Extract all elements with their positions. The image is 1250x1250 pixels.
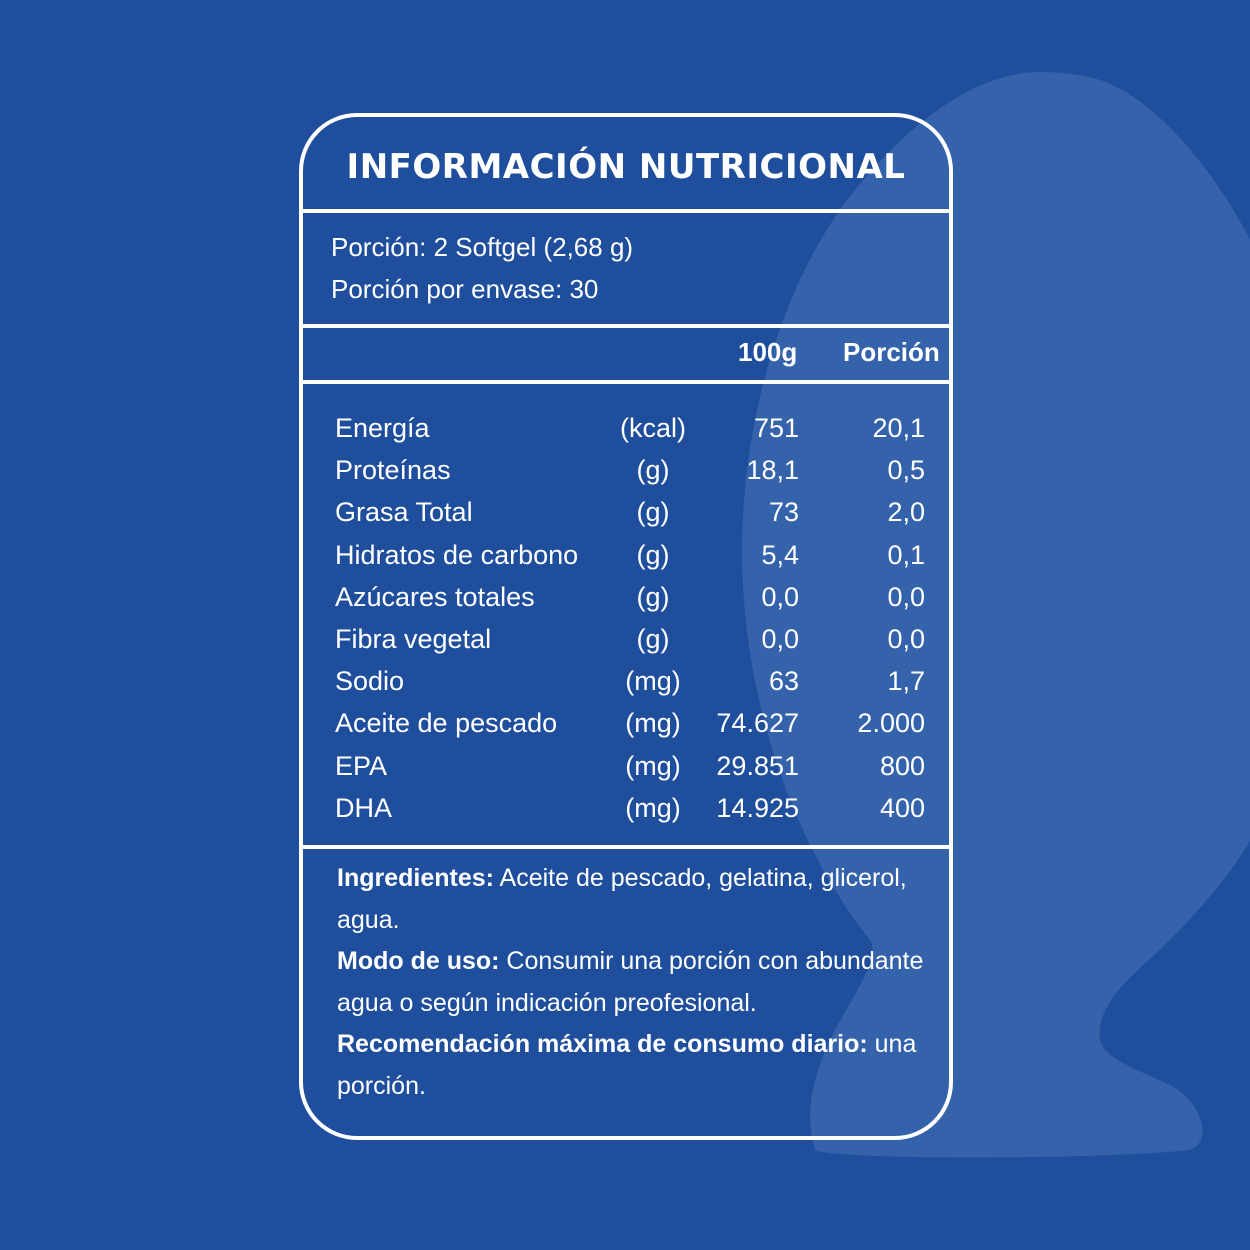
nutrient-unit: (g) [636, 539, 670, 570]
value-per-100g: 74.627 [716, 708, 799, 739]
nutrient-unit: (mg) [625, 666, 681, 697]
nutrient-row [303, 624, 949, 666]
value-per-100g: 73 [768, 497, 799, 528]
value-per-portion: 2,0 [887, 497, 925, 528]
usage-text [337, 940, 937, 1024]
value-per-100g: 5,4 [761, 539, 799, 570]
nutrient-row [303, 751, 949, 793]
nutrient-row [303, 540, 949, 582]
value-per-portion: 0,0 [887, 624, 925, 654]
column-header-100g: 100g [738, 337, 798, 367]
nutrient-name: DHA [335, 792, 393, 823]
nutrient-name: Hidratos de carbono [335, 539, 579, 570]
panel-title: INFORMACIÓN NUTRICIONAL [346, 147, 906, 187]
servings-per-container: Porción por envase: 30 [331, 274, 599, 304]
nutrient-unit: (mg) [625, 792, 681, 823]
value-per-100g: 0,0 [761, 624, 799, 654]
usage-label: Modo de uso: [337, 947, 500, 975]
value-per-portion: 1,7 [887, 666, 925, 697]
nutrient-name: Aceite de pescado [335, 708, 558, 739]
value-per-100g: 18,1 [746, 455, 799, 486]
value-per-portion: 800 [879, 750, 925, 781]
divider [303, 209, 949, 213]
ingredients-value: Aceite de pescado, gelatina, glicerol, agua. [337, 864, 907, 934]
value-per-100g: 0,0 [761, 581, 799, 612]
nutrient-unit: (mg) [625, 750, 681, 781]
usage-value: Consumir una porción con abundante agua o según indicación preofesional. [337, 947, 924, 1017]
nutrient-row [303, 793, 949, 835]
value-per-portion: 0,0 [887, 581, 925, 612]
value-per-portion: 400 [879, 792, 925, 823]
serving-size: Porción: 2 Softgel (2,68 g) [331, 232, 634, 262]
nutrient-name: Proteínas [335, 455, 451, 486]
nutrient-unit: (g) [636, 581, 670, 612]
column-header-portion: Porción [843, 337, 940, 367]
nutrient-name: Sodio [335, 666, 405, 697]
value-per-portion: 0,1 [887, 539, 925, 570]
max-daily-label: Recomendación máxima de consumo diario: [337, 1030, 868, 1058]
ingredients-label: Ingredientes: [337, 864, 494, 892]
value-per-portion: 2.000 [857, 708, 925, 739]
value-per-100g: 29.851 [716, 750, 799, 781]
nutrient-unit: (kcal) [620, 413, 686, 443]
divider [303, 324, 949, 328]
nutrient-row [303, 497, 949, 539]
nutrient-unit: (g) [636, 497, 670, 528]
nutrient-row [303, 413, 949, 455]
ingredients-text [337, 857, 937, 941]
max-daily-text [337, 1023, 937, 1107]
max-daily-value: una porción. [337, 1030, 917, 1100]
nutrient-name: Fibra vegetal [335, 624, 492, 654]
nutrient-unit: (g) [636, 455, 670, 486]
nutrient-name: EPA [335, 750, 388, 781]
value-per-portion: 20,1 [872, 413, 925, 443]
value-per-portion: 0,5 [887, 455, 925, 486]
nutrient-unit: (g) [636, 624, 670, 654]
nutrient-name: Energía [335, 413, 430, 443]
value-per-100g: 751 [753, 413, 799, 443]
nutrient-name: Grasa Total [335, 497, 473, 528]
divider [303, 845, 949, 849]
nutrient-row [303, 708, 949, 750]
nutrient-unit: (mg) [625, 708, 681, 739]
nutrient-name: Azúcares totales [335, 581, 535, 612]
value-per-100g: 63 [768, 666, 799, 697]
nutrient-row [303, 455, 949, 497]
nutrient-row [303, 666, 949, 708]
nutrition-facts-panel [299, 113, 953, 1140]
nutrient-row [303, 582, 949, 624]
value-per-100g: 14.925 [716, 792, 799, 823]
divider [303, 380, 949, 384]
